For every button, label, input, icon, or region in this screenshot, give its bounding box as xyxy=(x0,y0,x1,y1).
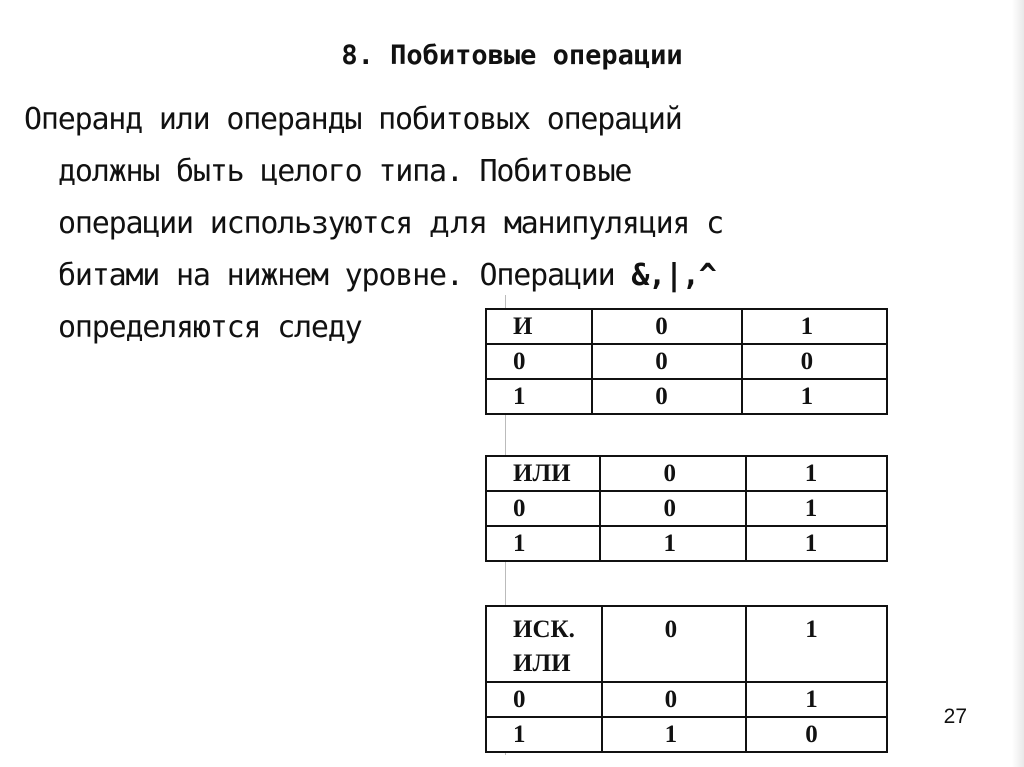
table-cell: 1 xyxy=(746,456,887,491)
table-cell: 0 xyxy=(742,344,887,379)
table-cell: 1 xyxy=(486,526,600,561)
table-cell: 1 xyxy=(746,606,887,682)
table-header-row xyxy=(486,606,887,682)
body-line-4 xyxy=(24,250,984,302)
or-truth-table xyxy=(485,455,888,562)
and-truth-table xyxy=(485,308,888,415)
table-cell: 0 xyxy=(600,456,745,491)
table-cell: 0 xyxy=(600,491,745,526)
table-cell: 1 xyxy=(746,491,887,526)
xor-header-line-2: ИЛИ xyxy=(513,650,571,677)
table-cell: 1 xyxy=(746,526,887,561)
table-cell: 1 xyxy=(600,526,745,561)
table-cell: 1 xyxy=(742,379,887,414)
table-cell: 0 xyxy=(592,379,741,414)
body-word-dlya: для xyxy=(428,206,487,241)
table-cell: 0 xyxy=(486,491,600,526)
body-line-3-start: операции используются xyxy=(58,206,413,241)
table-cell: 0 xyxy=(486,344,592,379)
table-row xyxy=(486,379,887,414)
table-cell: И xyxy=(486,309,592,344)
table-row xyxy=(486,682,887,717)
table-cell: ИЛИ xyxy=(486,456,600,491)
table-cell xyxy=(486,606,602,682)
body-line-2: должны быть целого типа. Побитовые xyxy=(58,154,632,189)
table-cell: 1 xyxy=(486,717,602,752)
table-row xyxy=(486,526,887,561)
table-cell: 1 xyxy=(602,717,747,752)
body-line-1: Операнд или операнды побитовых операций xyxy=(24,102,682,137)
table-header-row xyxy=(486,309,887,344)
body-line-3 xyxy=(24,198,984,250)
table-cell: 1 xyxy=(746,682,887,717)
table-cell: 0 xyxy=(602,682,747,717)
body-line-4-start: битами на нижнем уровне. Операции xyxy=(58,258,615,293)
body-line-3-end: манипуляция с xyxy=(503,206,724,241)
table-row xyxy=(486,491,887,526)
table-cell: 0 xyxy=(486,682,602,717)
table-cell: 1 xyxy=(742,309,887,344)
slide-edge-shadow xyxy=(1012,0,1024,767)
body-operators: &,|,^ xyxy=(631,258,716,293)
table-header-row xyxy=(486,456,887,491)
xor-truth-table xyxy=(485,605,888,753)
table-cell: 0 xyxy=(592,309,741,344)
xor-header-line-1: ИСК. xyxy=(513,616,575,643)
table-row xyxy=(486,717,887,752)
page-number: 27 xyxy=(943,705,967,728)
body-line-5: определяются следу xyxy=(58,310,362,345)
table-cell: 1 xyxy=(486,379,592,414)
table-row xyxy=(486,344,887,379)
table-cell: 0 xyxy=(602,606,747,682)
slide-title: 8. Побитовые операции xyxy=(341,40,683,71)
table-cell: 0 xyxy=(746,717,887,752)
table-cell: 0 xyxy=(592,344,741,379)
